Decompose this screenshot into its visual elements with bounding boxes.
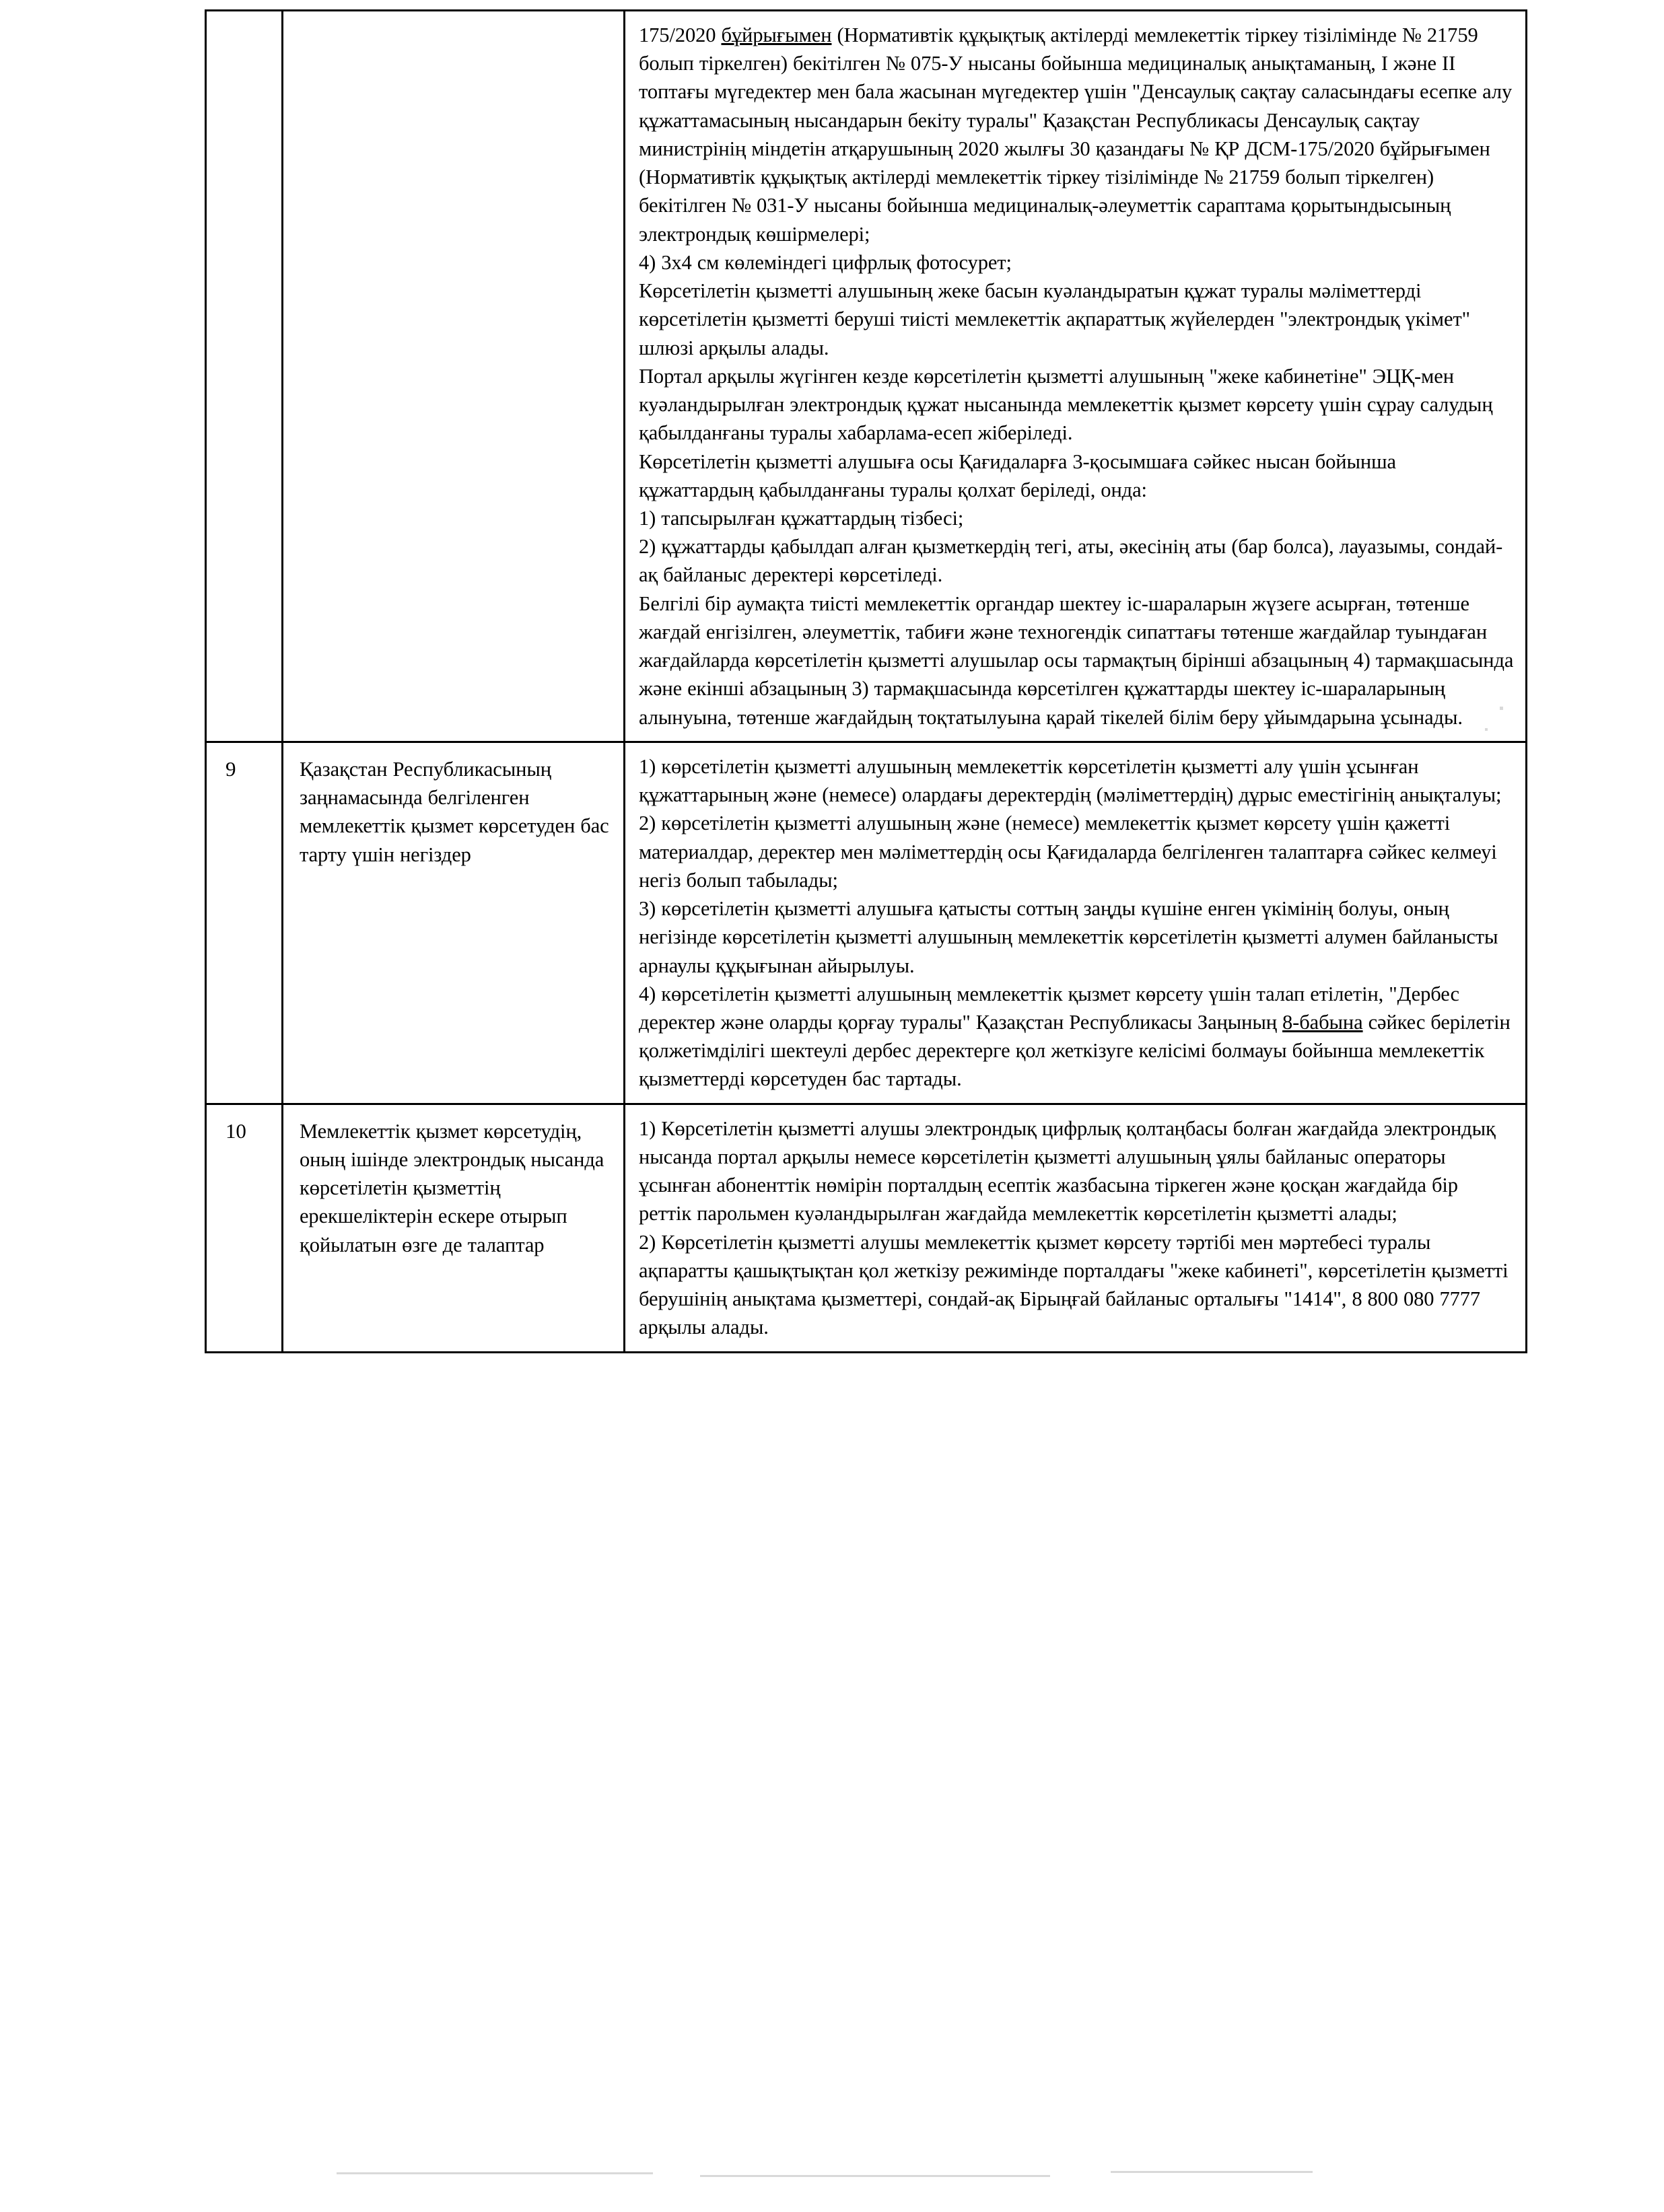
row-label-cell [283,11,625,742]
paragraph: 1) тапсырылған құжаттардың тізбесі; [639,506,964,530]
scan-artifact [700,2175,1050,2177]
paragraph: 1) көрсетілетін қызметті алушының мемлекеттік көрсетілетін қызметті алу үшін ұсынған құжаттарының және (немесе) олардағы деректердің (мәліметтердің) дұрыс еместігінің анықталуы; [639,754,1502,807]
paragraph: 2) Көрсетілетін қызметті алушы мемлекеттік қызмет көрсету тәртібі мен мәртебесі туралы ақпаратты қашықтықтан қол жеткізу режимінде порталдағы "жеке кабинеті", көрсетілетін қызметті берушінің анықтама қызметтері, сондай-ақ Бірыңғай байланыс орталығы "1414", 8 800 080 7777 арқылы алады. [639,1230,1509,1339]
row-number-cell: 9 [206,742,283,1104]
paragraph: Портал арқылы жүгінген кезде көрсетілетін қызметті алушының "жеке кабинетіне" ЭЦҚ-мен куәландырылған электрондық құжат нысанында мемлекеттік қызмет көрсету үшін сұрау салудың қабылданғаны туралы хабарлама-есеп жіберіледі. [639,364,1493,445]
scan-artifact [1485,728,1488,731]
row-content-cell [625,1104,1527,1352]
paragraph: 2) құжаттарды қабылдап алған қызметкердің тегі, аты, әкесінің аты (бар болса), лауазымы, сондай-ақ байланыс деректері көрсетіледі. [639,535,1503,587]
scan-artifact [1111,2171,1313,2173]
underlined-term: бұйрығымен [721,24,832,46]
table-body [206,11,1527,1353]
table-row [206,1104,1527,1352]
paragraph: 3) көрсетілетін қызметті алушыға қатысты соттың заңды күшіне енген үкімінің болуы, оның негізінде көрсетілетін қызметті алушының мемлекеттік көрсетілетін қызметті алумен байланысты арнаулы құқығынан айырылуы. [639,897,1498,977]
paragraph: 2) көрсетілетін қызметті алушының және (немесе) мемлекеттік қызмет көрсету үшін қажетті материалдар, деректер мен мәліметтердің осы Қағидаларда белгіленген талаптарға сәйкес келмеуі негіз болып табылады; [639,812,1497,892]
row-number-cell [206,11,283,742]
paragraph: Көрсетілетін қызметті алушыға осы Қағидаларға 3-қосымшаға сәйкес нысан бойынша құжаттардың қабылданғаны туралы қолхат беріледі, онда: [639,450,1396,501]
row-label-cell: Мемлекеттік қызмет көрсетудің, оның ішінде электрондық нысанда көрсетілетін қызметтің ерекшеліктерін ескере отырып қойылатын өзге де талаптар [283,1104,625,1352]
paragraph: 175/2020 бұйрығымен (Нормативтік құқықтық актілерді мемлекеттік тіркеу тізілімінде № 21759 болып тіркелген) бекітілген № 075-У нысаны бойынша медициналық анықтаманың, I және II топтағы мүгедектер мен бала жасынан мүгедектер үшін "Денсаулық сақтау саласындағы есепке алу құжаттамасының нысандарын бекіту туралы" Қазақстан Республикасы Денсаулық сақтау министрінің міндетін атқарушының 2020 жылғы 30 қазандағы № ҚР ДСМ-175/2020 бұйрығымен (Нормативтік құқықтық актілерді мемлекеттік тіркеу тізілімінде № 21759 болып тіркелген) бекітілген № 031-У нысаны бойынша медициналық-әлеуметтік сараптама қорытындысының электрондық көшірмелері; [639,24,1513,246]
underlined-term: 8-бабына [1282,1010,1363,1034]
row-label-cell: Қазақстан Республикасының заңнамасында белгіленген мемлекеттік қызмет көрсетуден бас тарту үшін негіздер [283,742,625,1104]
row-content-cell [625,742,1527,1104]
paragraph: 1) Көрсетілетін қызметті алушы электрондық цифрлық қолтаңбасы болған жағдайда электрондық нысанда портал арқылы немесе көрсетілетін қызметті алушының ұялы байланыс операторы ұсынған абоненттік нөмірін порталдың есептік жазбасына тіркеген және қосқан жағдайда бір реттік парольмен куәландырылған жағдайда мемлекеттік көрсетілетін қызметті алады; [639,1116,1496,1225]
paragraph: Көрсетілетін қызметті алушының жеке басын куәландыратын құжат туралы мәліметтерді көрсетілетін қызметті беруші тиісті мемлекеттік ақпараттық жүйелерден "электрондық үкімет" шлюзі арқылы алады. [639,279,1470,359]
table-row [206,742,1527,1104]
row-number-cell: 10 [206,1104,283,1352]
scan-artifact [1500,707,1503,710]
table-row [206,11,1527,742]
paragraph: Белгілі бір аумақта тиісті мемлекеттік органдар шектеу іс-шараларын жүзеге асырған, төтенше жағдай енгізілген, әлеуметтік, табиғи және техногендік сипаттағы төтенше жағдайлар туындаған жағдайларда көрсетілетін қызметті алушылар осы тармақтың бірінші абзацының 4) тармақшасында және екінші абзацының 3) тармақшасында көрсетілген құжаттарды шектеу іс-шараларының алынуына, төтенше жағдайдың тоқтатылуына қарай тікелей білім беру ұйымдарына ұсынады. [639,592,1514,729]
regulation-table [205,9,1527,1353]
paragraph: 4) 3х4 см көлеміндегі цифрлық фотосурет; [639,250,1012,274]
row-content-cell [625,11,1527,742]
paragraph: 4) көрсетілетін қызметті алушының мемлекеттік қызмет көрсету үшін талап етілетін, "Дербес деректер және оларды қорғау туралы" Қазақстан Республикасы Заңының 8-бабына сәйкес берілетін қолжетімділігі шектеулі дербес деректерге қол жеткізуге келісімі болмауы бойынша мемлекеттік қызметтерді көрсетуден бас тартады. [639,982,1511,1091]
scan-artifact [337,2172,653,2174]
